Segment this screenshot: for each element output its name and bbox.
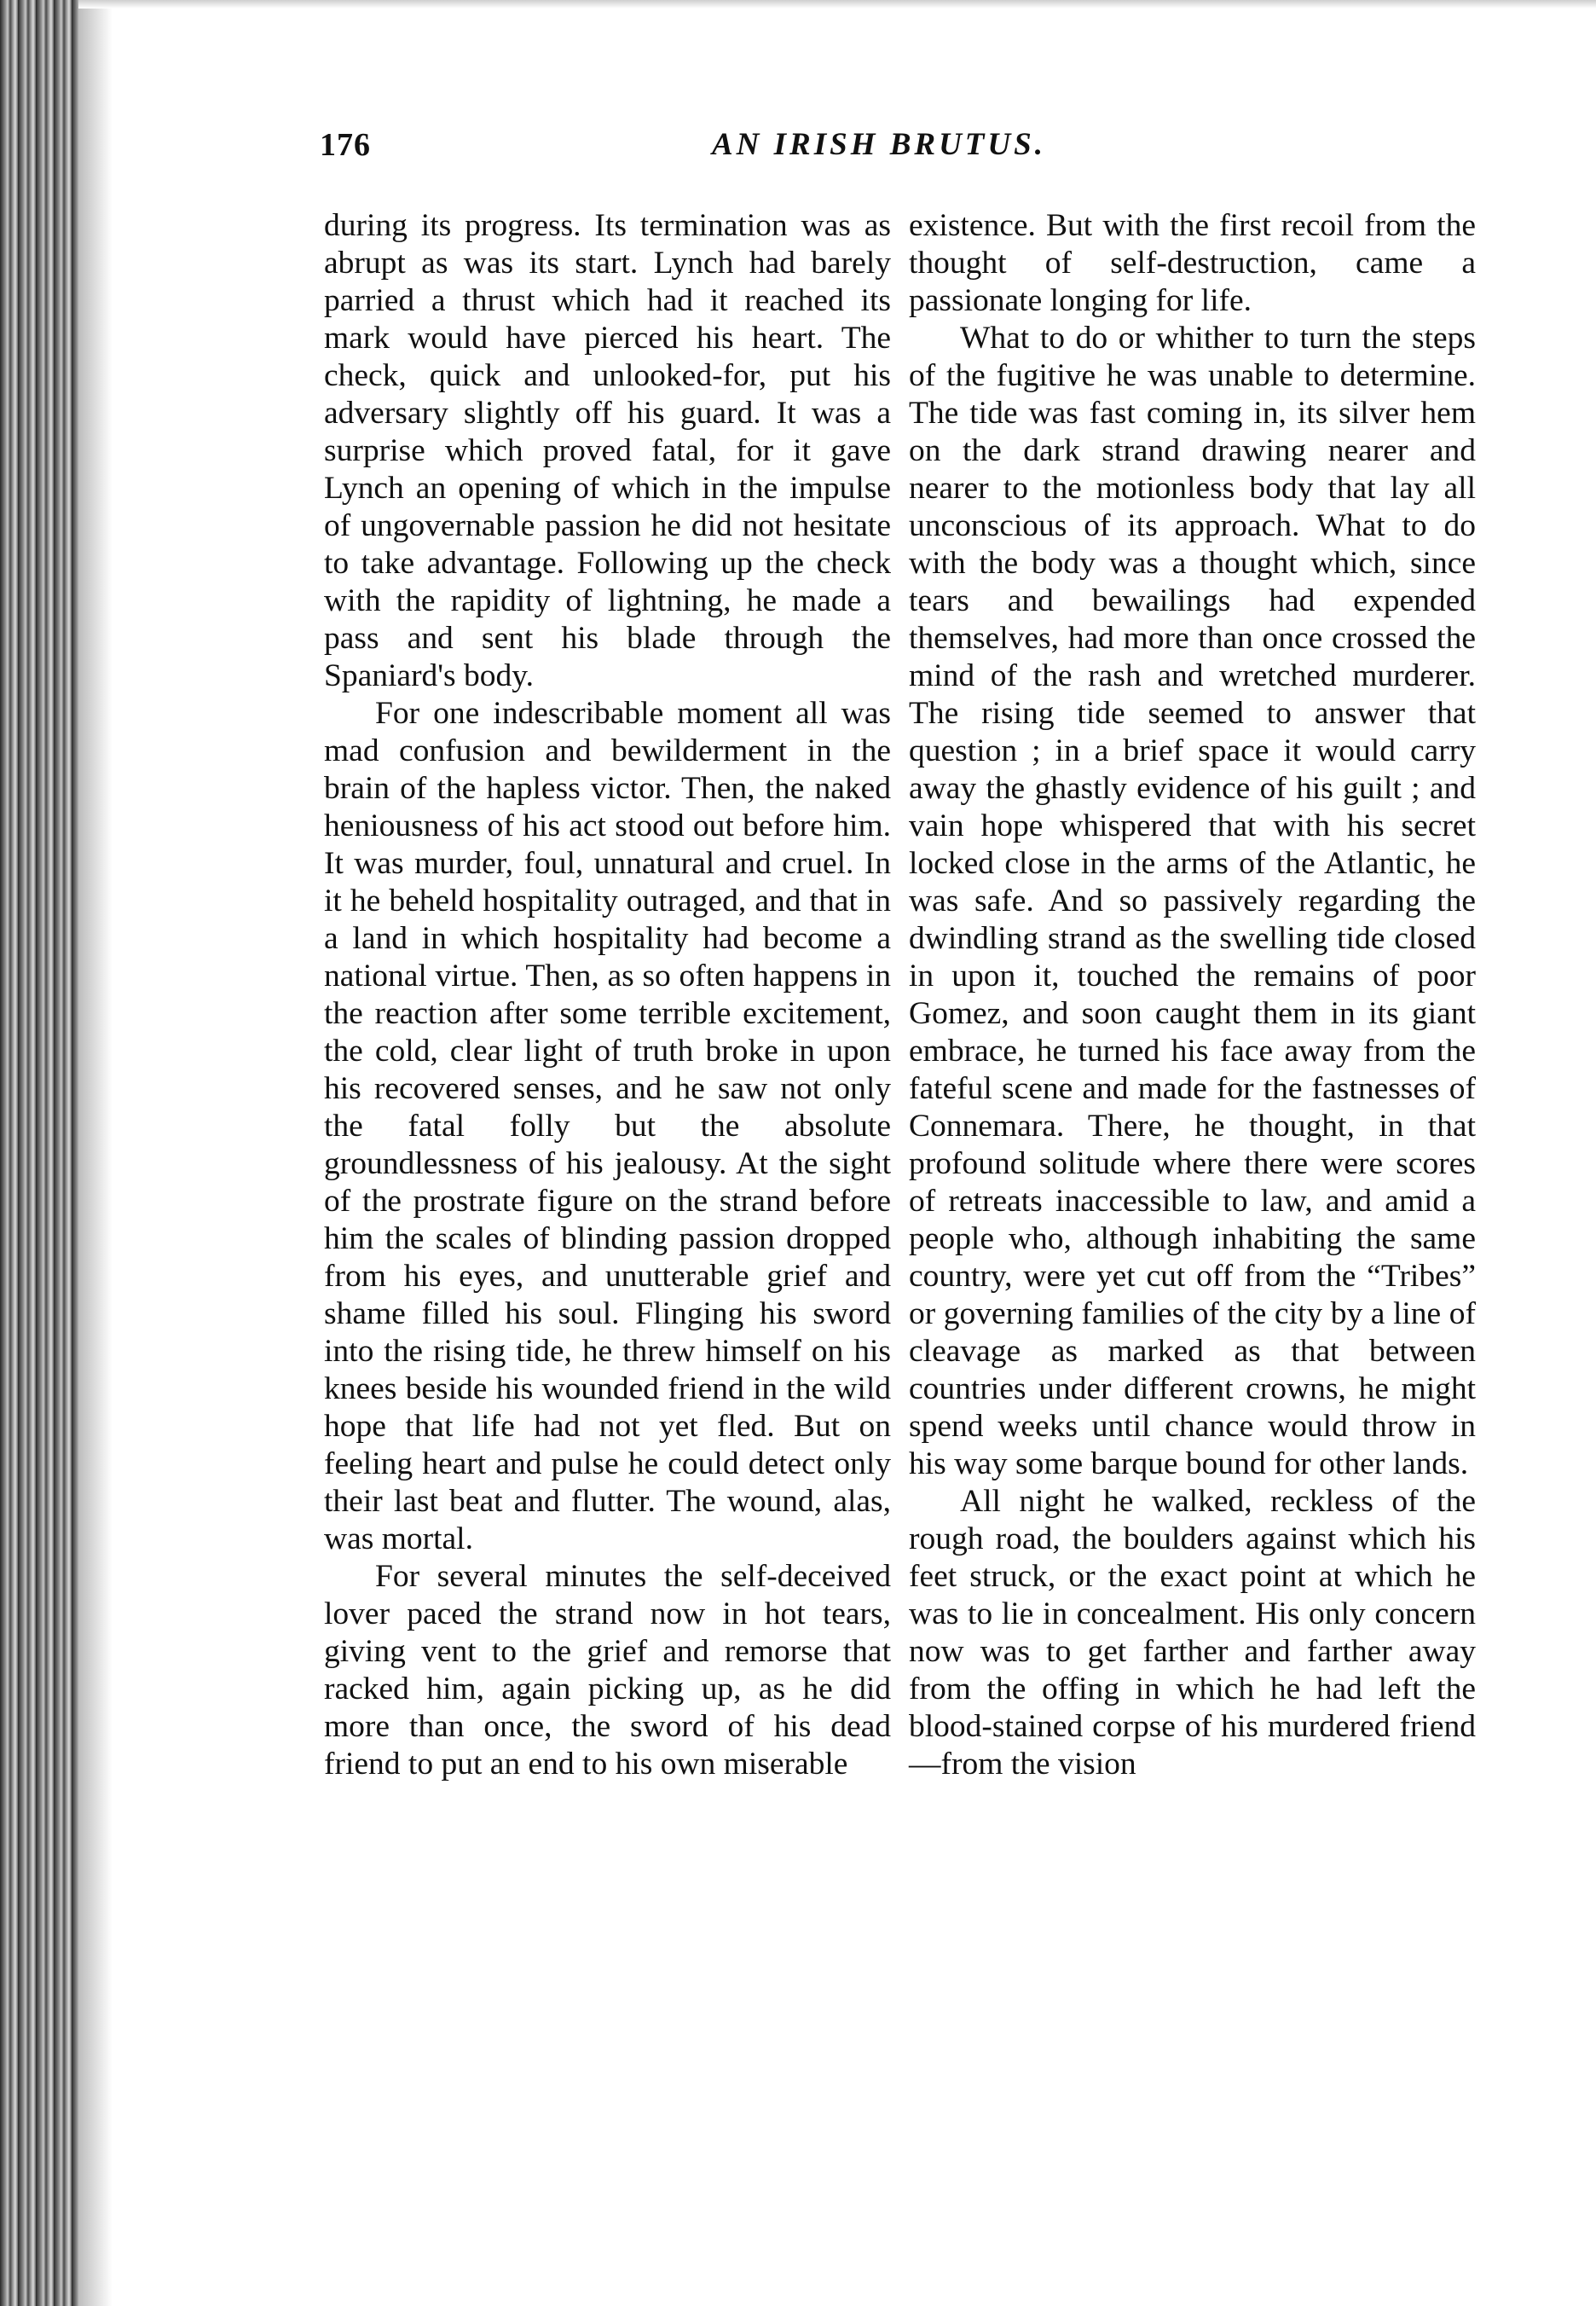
- paragraph: All night he walked, reckless of the rough road, the boulders against which his feet struck, or the exact point at which he was to lie in concealment. His only concern now was to get farther and farther away from the offing in which he had left the blood-stained corpse of his murdered friend—from the vision: [909, 1484, 1476, 1782]
- left-column: [324, 207, 891, 1783]
- paragraph: during its progress. Its termination was as abrupt as was its start. Lynch had barely parried a thrust which had it reached its mark would have pierced his heart. The check, quick and unlooked-for, put his adversary slightly off his guard. It was a surprise which proved fatal, for it gave Lynch an opening of which in the impulse of ungovernable passion he did not hesitate to take advantage. Following up the check with the rapidity of lightning, he made a pass and sent his blade through the Spaniard's body.: [324, 208, 891, 693]
- paragraph: What to do or whither to turn the steps of the fugitive he was unable to determine. The tide was fast coming in, its silver hem on the dark strand drawing nearer and nearer to the motionless body that lay all unconscious of its approach. What to do with the body was a thought which, since tears and bewailings had expended themselves, had more than once crossed the mind of the rash and wretched murderer. The rising tide seemed to answer that question ; in a brief space it would carry away the ghastly evidence of his guilt ; and vain hope whispered that with his secret locked close in the arms of the Atlantic, he was safe. And so passively regarding the dwindling strand as the swelling tide closed in upon it, touched the remains of poor Gomez, and soon caught them in its giant embrace, he turned his face away from the fateful scene and made for the fastnesses of Connemara. There, he thought, in that profound solitude where there were scores of retreats inaccessible to law, and amid a people who, although inhabiting the same country, were yet cut off from the “Tribes” or governing families of the city by a line of cleavage as marked as that between countries under different crowns, he might spend weeks until chance would throw in his way some barque bound for other lands.: [909, 321, 1476, 1481]
- gutter-fade: [78, 0, 113, 2306]
- page-number: 176: [320, 127, 371, 163]
- running-title: AN IRISH BRUTUS.: [712, 127, 1046, 162]
- book-gutter-shadow: [0, 0, 78, 2306]
- right-column: [909, 207, 1476, 1783]
- paragraph: existence. But with the first recoil from the thought of self-destruction, came a passionate longing for life.: [909, 208, 1476, 318]
- paragraph: For one indescribable moment all was mad confusion and bewilderment in the brain of the hapless victor. Then, the naked heniousness of his act stood out before him. It was murder, foul, unnatural and cruel. In it he beheld hospitality outraged, and that in a land in which hospitality had become a national virtue. Then, as so often happens in the reaction after some terrible excitement, the cold, clear light of truth broke in upon his recovered senses, and he saw not only the fatal folly but the absolute groundlessness of his jealousy. At the sight of the prostrate figure on the strand before him the scales of blinding passion dropped from his eyes, and unutterable grief and shame filled his soul. Flinging his sword into the rising tide, he threw himself on his knees beside his wounded friend in the wild hope that life had not yet fled. But on feeling heart and pulse he could detect only their last beat and flutter. The wound, alas, was mortal.: [324, 696, 891, 1556]
- paragraph: For several minutes the self-deceived lover paced the strand now in hot tears, giving vent to the grief and remorse that racked him, again picking up, as he did more than once, the sword of his dead friend to put an end to his own miserable: [324, 1559, 891, 1782]
- running-head: [320, 126, 1466, 177]
- page-top-edge: [78, 0, 1596, 9]
